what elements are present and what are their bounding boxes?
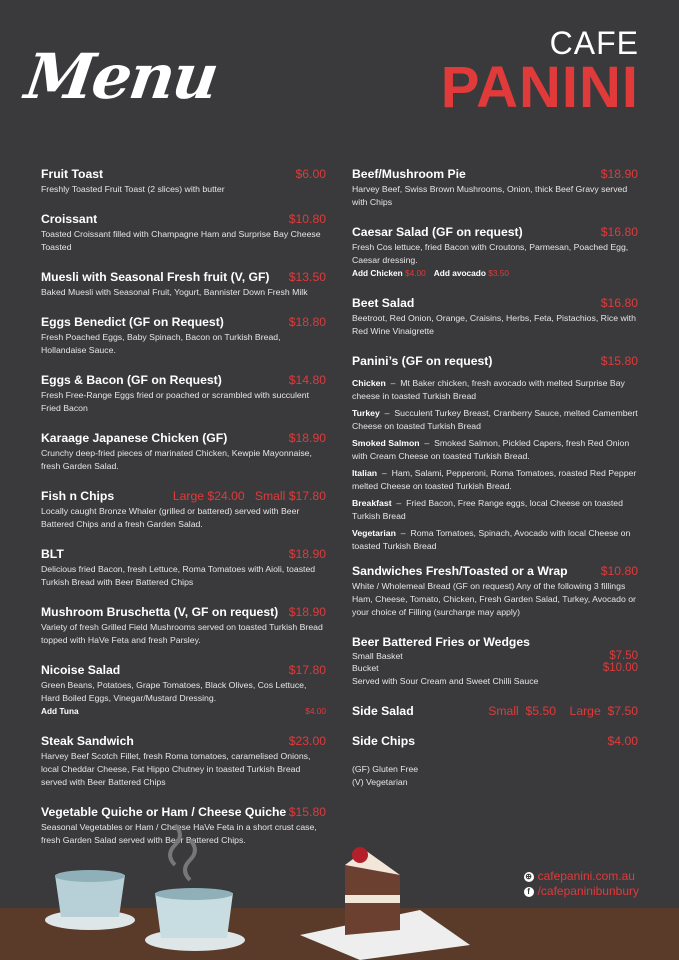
item-price: Small $5.50 Large $7.50 xyxy=(488,704,638,718)
panini-variant: Breakfast – Fried Bacon, Free Range eggs, local Cheese on toasted Turkish Bread xyxy=(352,498,623,521)
menu-item xyxy=(41,733,326,789)
menu-item xyxy=(41,430,326,473)
item-name: Eggs & Bacon (GF on Request) xyxy=(41,373,222,387)
item-name: Muesli with Seasonal Fresh fruit (V, GF) xyxy=(41,270,270,284)
item-desc: Locally caught Bronze Whaler (grilled or battered) served with Beer Battered Chips and a fresh Garden Salad. xyxy=(41,506,300,529)
panini-list xyxy=(352,377,638,553)
panini-variant: Turkey – Succulent Turkey Breast, Cranberry Sauce, melted Camembert Cheese on toasted Turkish Bread xyxy=(352,408,638,431)
item-desc: Freshly Toasted Fruit Toast (2 slices) with butter xyxy=(41,184,225,194)
variant-desc: Succulent Turkey Breast, Cranberry Sauce, melted Camembert Cheese on toasted Turkish Bread xyxy=(352,408,638,431)
menu-item xyxy=(352,703,638,719)
panini-variant: Vegetarian – Roma Tomatoes, Spinach, Avocado with local Cheese on toasted Turkish Bread xyxy=(352,528,631,551)
legend-v: (V) Vegetarian xyxy=(352,777,408,787)
website-link[interactable]: cafepanini.com.au xyxy=(537,869,635,883)
globe-icon: ⊕ xyxy=(525,871,532,881)
right-column xyxy=(352,166,638,789)
item-price: $15.80 xyxy=(600,354,638,368)
variant-desc: Ham, Salami, Pepperoni, Roma Tomatoes, roasted Red Pepper melted Cheese on toasted Turkish Bread. xyxy=(352,468,637,491)
variant-name: Italian xyxy=(352,468,378,478)
menu-item xyxy=(352,353,638,553)
menu-item xyxy=(41,269,326,299)
menu-item xyxy=(41,662,326,718)
item-desc: Fresh Free-Range Eggs fried or poached or scrambled with succulent Fried Bacon xyxy=(41,390,309,413)
menu-item xyxy=(352,166,638,209)
variant-name: Chicken xyxy=(352,378,386,388)
item-price: $17.80 xyxy=(288,663,326,677)
item-price: $16.80 xyxy=(600,225,638,239)
menu-item xyxy=(352,563,638,619)
item-name: Sandwiches Fresh/Toasted or a Wrap xyxy=(352,564,568,578)
variant-name: Turkey xyxy=(352,408,380,418)
menu-item xyxy=(352,295,638,338)
panini-variant: Italian – Ham, Salami, Pepperoni, Roma Tomatoes, roasted Red Pepper melted Cheese on toasted Turkish Bread. xyxy=(352,468,637,491)
item-desc: Fresh Cos lettuce, fried Bacon with Croutons, Parmesan, Poached Egg, Caesar dressing. xyxy=(352,242,629,265)
variant-name: Smoked Salmon xyxy=(352,438,420,448)
item-price: $18.90 xyxy=(288,547,326,561)
item-name: Side Salad xyxy=(352,704,414,718)
menu-title: Menu xyxy=(20,40,222,113)
item-price: $13.50 xyxy=(288,270,326,284)
menu-item xyxy=(41,166,326,196)
item-price: $18.90 xyxy=(288,431,326,445)
item-price: $4.00 xyxy=(607,734,638,748)
item-price: $23.00 xyxy=(288,734,326,748)
menu-item xyxy=(352,224,638,280)
menu-item xyxy=(41,211,326,254)
item-name: Beet Salad xyxy=(352,296,415,310)
brand-cafe: CAFE xyxy=(549,25,639,61)
size-label: Bucket xyxy=(352,663,379,673)
addon-label: Add Tuna xyxy=(41,706,79,716)
item-desc: Variety of fresh Grilled Field Mushrooms served on toasted Turkish Bread topped with HaVe Feta and fresh Parsley. xyxy=(41,622,323,645)
item-price: $15.80 xyxy=(288,805,326,819)
addon-label: Add Chicken xyxy=(352,268,403,278)
item-name: Panini’s (GF on request) xyxy=(352,354,493,368)
item-name: Fish n Chips xyxy=(41,489,115,503)
facebook-link[interactable]: /cafepaninibunbury xyxy=(537,884,639,898)
size-price: $10.00 xyxy=(602,662,638,674)
item-addons xyxy=(352,267,638,280)
panini-variant: Chicken – Mt Baker chicken, fresh avocado with melted Surprise Bay cheese in toasted Turkish Bread xyxy=(352,378,625,401)
legend-gf: (GF) Gluten Free xyxy=(352,764,419,774)
item-desc: Green Beans, Potatoes, Grape Tomatoes, Black Olives, Cos Lettuce, Hard Boiled Eggs, Vinegar/Mustard Dressing. xyxy=(41,680,307,703)
size-label: Small Basket xyxy=(352,651,403,661)
variant-desc: Smoked Salmon, Pickled Capers, fresh Red Onion with Cream Cheese on toasted Turkish Bread. xyxy=(352,438,630,461)
item-price: $18.90 xyxy=(288,605,326,619)
item-price: Large $24.00 Small $17.80 xyxy=(172,489,326,503)
item-desc: Beetroot, Red Onion, Orange, Craisins, Herbs, Feta, Pistachios, Rice with Red Wine Vinaigrette xyxy=(352,313,636,336)
variant-desc: Roma Tomatoes, Spinach, Avocado with local Cheese on toasted Turkish Bread xyxy=(352,528,631,551)
item-desc: Harvey Beef Scotch Fillet, fresh Roma tomatoes, caramelised Onions, local Cheddar Cheese, Fat Hippo Chutney in toasted Turkish Bread served with Beer Battered Chips xyxy=(41,751,311,787)
addon-price: $4.00 xyxy=(305,706,326,716)
item-name: Beer Battered Fries or Wedges xyxy=(352,635,530,649)
item-name: Mushroom Bruschetta (V, GF on request) xyxy=(41,605,279,619)
item-desc: Crunchy deep-fried pieces of marinated Chicken, Kewpie Mayonnaise, fresh Garden Salad. xyxy=(41,448,312,471)
addon-price: $4.00 xyxy=(405,268,426,278)
item-price: $18.80 xyxy=(288,315,326,329)
item-desc: Harvey Beef, Swiss Brown Mushrooms, Onion, thick Beef Gravy served with Chips xyxy=(352,184,628,207)
item-name: Nicoise Salad xyxy=(41,663,121,677)
variant-name: Breakfast xyxy=(352,498,392,508)
item-desc: Baked Muesli with Seasonal Fruit, Yogurt, Bannister Down Fresh Milk xyxy=(41,287,308,297)
menu-item xyxy=(41,546,326,589)
item-price: $16.80 xyxy=(600,296,638,310)
left-column xyxy=(41,166,326,862)
item-desc: Served with Sour Cream and Sweet Chilli Sauce xyxy=(352,676,539,686)
item-desc: White / Wholemeal Bread (GF on request) Any of the following 3 fillings Ham, Cheese, Tomato, Chicken, Fresh Garden Salad, Turkey, Avocado or your choice of Filling (surcharge may apply) xyxy=(352,581,636,617)
brand-logo xyxy=(440,25,639,120)
menu-item xyxy=(41,314,326,357)
item-price: $6.00 xyxy=(295,167,326,181)
facebook-icon: f xyxy=(524,887,534,897)
variant-name: Vegetarian xyxy=(352,528,396,538)
variant-desc: Mt Baker chicken, fresh avocado with melted Surprise Bay cheese in toasted Turkish Bread xyxy=(352,378,625,401)
item-price: $10.80 xyxy=(288,212,326,226)
item-desc: Fresh Poached Eggs, Baby Spinach, Bacon on Turkish Bread, Hollandaise Sauce. xyxy=(41,332,281,355)
item-name: Beef/Mushroom Pie xyxy=(352,167,466,181)
brand-panini: PANINI xyxy=(440,55,639,120)
item-name: Fruit Toast xyxy=(41,167,104,181)
menu-item xyxy=(41,488,326,531)
item-desc: Delicious fried Bacon, fresh Lettuce, Roma Tomatoes with Aioli, toasted Turkish Bread with Beer Battered Chips xyxy=(41,564,316,587)
menu-item xyxy=(41,604,326,647)
panini-variant: Smoked Salmon – Smoked Salmon, Pickled Capers, fresh Red Onion with Cream Cheese on toasted Turkish Bread. xyxy=(352,438,630,461)
addon-label: Add avocado xyxy=(433,268,486,278)
item-name: Eggs Benedict (GF on Request) xyxy=(41,315,224,329)
item-price: $10.80 xyxy=(600,564,638,578)
contact-info xyxy=(524,869,639,899)
menu-item xyxy=(352,634,638,688)
item-name: Vegetable Quiche or Ham / Cheese Quiche xyxy=(41,805,287,819)
variant-desc: Fried Bacon, Free Range eggs, local Cheese on toasted Turkish Bread xyxy=(352,498,623,521)
item-name: Karaage Japanese Chicken (GF) xyxy=(41,431,228,445)
item-name: BLT xyxy=(41,547,64,561)
item-name: Caesar Salad (GF on request) xyxy=(352,225,523,239)
item-desc: Toasted Croissant filled with Champagne Ham and Surprise Bay Cheese Toasted xyxy=(41,229,321,252)
size-price: $7.50 xyxy=(609,650,638,662)
item-name: Steak Sandwich xyxy=(41,734,134,748)
item-price: $18.90 xyxy=(600,167,638,181)
menu-item xyxy=(352,733,638,749)
menu-item xyxy=(41,372,326,415)
addon-price: $3.50 xyxy=(488,268,509,278)
item-name: Side Chips xyxy=(352,734,415,748)
item-price: $14.80 xyxy=(288,373,326,387)
item-name: Croissant xyxy=(41,212,98,226)
item-desc: Seasonal Vegetables or Ham / Cheese HaVe Feta in a short crust case, fresh Garden Salad served with Beer Battered Chips. xyxy=(41,822,317,845)
